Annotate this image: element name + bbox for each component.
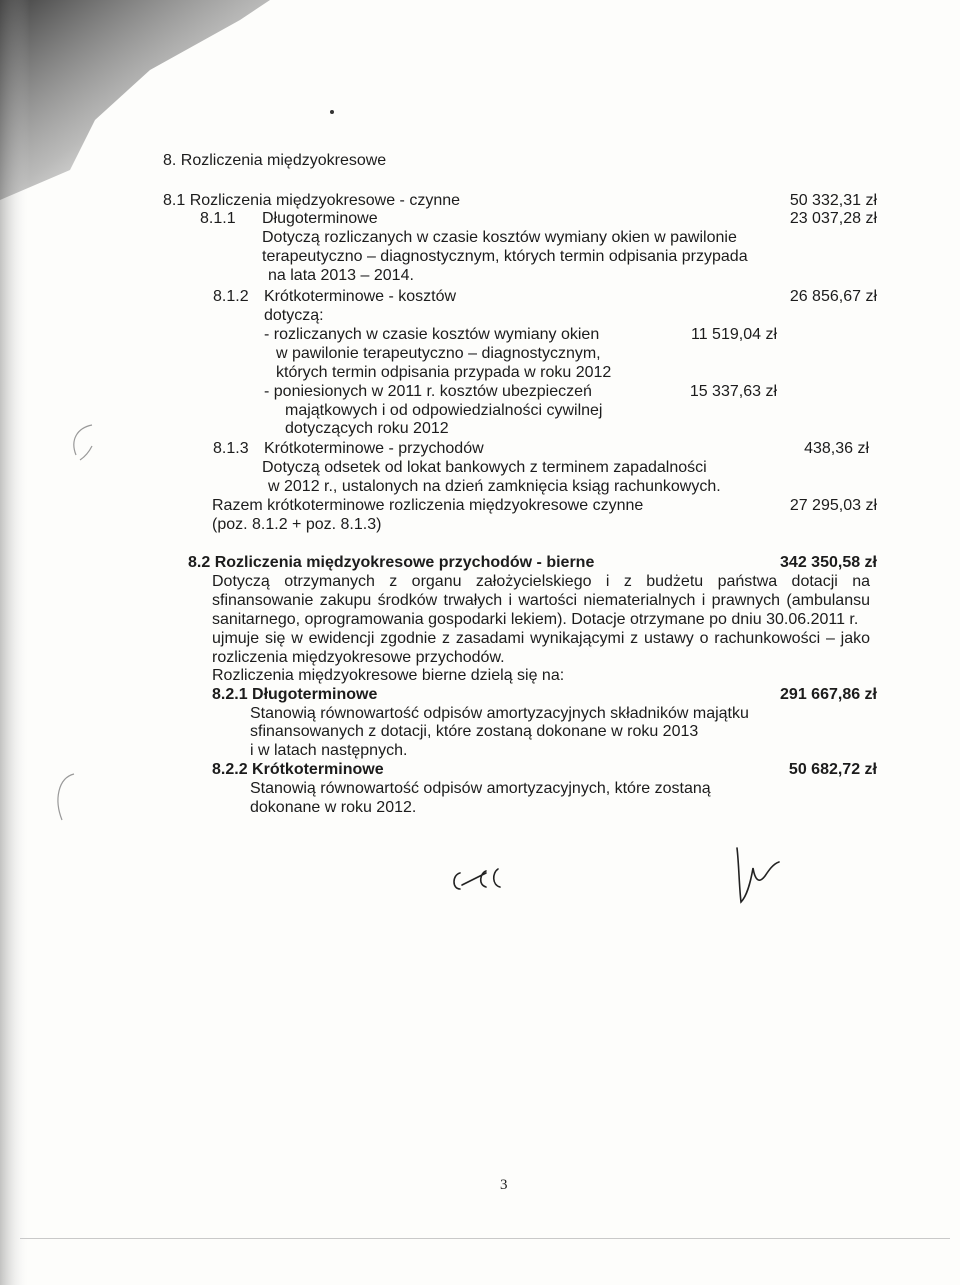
item-line: majątkowych i od odpowiedzialności cywilnej [285,402,603,419]
section-8-2-1-amount: 291 667,86 zł [780,686,877,703]
scan-corner-shadow [0,0,300,200]
section-8-2-2-desc-line: Stanowią równowartość odpisów amortyzacyjnych, które zostaną [250,780,711,797]
total-amount: 27 295,03 zł [789,497,877,514]
section-8-2-1-desc-line: i w latach następnych. [250,742,408,759]
item-line: - poniesionych w 2011 r. kosztów ubezpieczeń [264,383,592,400]
section-8-2-body-line: sfinansowanie zakupu środków trwałych i wartości niematerialnych i prawnych (ambulansu [212,592,870,609]
section-8-1-1-desc-line: Dotyczą rozliczanych w czasie kosztów wymiany okien w pawilonie [262,229,737,246]
section-8-1-1-title: Długoterminowe [262,210,378,227]
section-8-2-2-title: 8.2.2 Krótkoterminowe [212,761,384,778]
section-8-2-body-line: rozliczenia międzyokresowe przychodów. [212,649,505,666]
section-8-1-1-desc-line: na lata 2013 – 2014. [268,267,414,284]
page-number: 3 [500,1177,508,1193]
signature-right [725,840,805,910]
section-8-1-2-intro: dotyczą: [264,307,324,324]
section-8-2-body-line: Dotyczą otrzymanych z organu założycielskiego i z budżetu państwa dotacji na [212,573,870,590]
section-8-1-1-desc-line: terapeutyczno – diagnostycznym, których termin odpisania przypada [262,248,748,265]
total-label: Razem krótkoterminowe rozliczenia międzyokresowe czynne [212,497,644,514]
section-8-2-body-line: ujmuje się w ewidencji zgodnie z zasadami wynikającymi z ustawy o rachunkowości – jako [212,630,870,647]
item-line: których termin odpisania przypada w roku 2012 [276,364,612,381]
section-8-1-1-amount: 23 037,28 zł [789,210,877,227]
item-amount: 15 337,63 zł [689,383,777,400]
scan-edge-shadow [0,0,30,1285]
section-8-2-body-line: sanitarnego, oprogramowania gospodarki lekiem). Dotacje otrzymane po dniu 30.06.2011 r. [212,611,859,628]
item-line: - rozliczanych w czasie kosztów wymiany okien [264,326,600,343]
punch-hole-mark [62,420,102,470]
section-8-1-2-amount: 26 856,67 zł [789,288,877,305]
section-8-1-amount: 50 332,31 zł [789,192,877,209]
item-amount: 11 519,04 zł [691,326,777,343]
section-8-2-split-intro: Rozliczenia międzyokresowe bierne dzielą się na: [212,667,565,684]
section-8-2-amount: 342 350,58 zł [780,554,877,571]
punch-hole-mark [48,770,82,830]
section-8-1-title: 8.1 Rozliczenia międzyokresowe - czynne [163,192,461,209]
section-8-1-3-number: 8.1.3 [213,440,249,457]
section-8-1-3-desc-line: Dotyczą odsetek od lokat bankowych z terminem zapadalności [262,459,707,476]
section-8-2-2-amount: 50 682,72 zł [788,761,877,778]
total-note: (poz. 8.1.2 + poz. 8.1.3) [212,516,382,533]
section-8-1-3-title: Krótkoterminowe - przychodów [264,440,484,457]
page-bottom-edge [20,1238,950,1239]
section-8-2-title: 8.2 Rozliczenia międzyokresowe przychodów - bierne [188,554,595,571]
section-8-2-2-desc-line: dokonane w roku 2012. [250,799,417,816]
signature-left [448,855,548,900]
section-8-2-1-title: 8.2.1 Długoterminowe [212,686,378,703]
item-line: w pawilonie terapeutyczno – diagnostycznym, [276,345,601,362]
section-8-1-2-number: 8.1.2 [213,288,249,305]
section-heading: 8. Rozliczenia międzyokresowe [163,152,387,169]
section-8-2-1-desc-line: Stanowią równowartość odpisów amortyzacyjnych składników majątku [250,705,749,722]
section-8-1-2-title: Krótkoterminowe - kosztów [264,288,457,305]
item-line: dotyczących roku 2012 [285,420,449,437]
section-8-1-3-amount: 438,36 zł [804,440,869,457]
section-8-1-3-desc-line: w 2012 r., ustalonych na dzień zamknięcia ksiąg rachunkowych. [268,478,721,495]
section-8-2-1-desc-line: sfinansowanych z dotacji, które zostaną dokonane w roku 2013 [250,723,699,740]
section-8-1-1-number: 8.1.1 [200,210,236,227]
scan-speck [330,110,334,114]
